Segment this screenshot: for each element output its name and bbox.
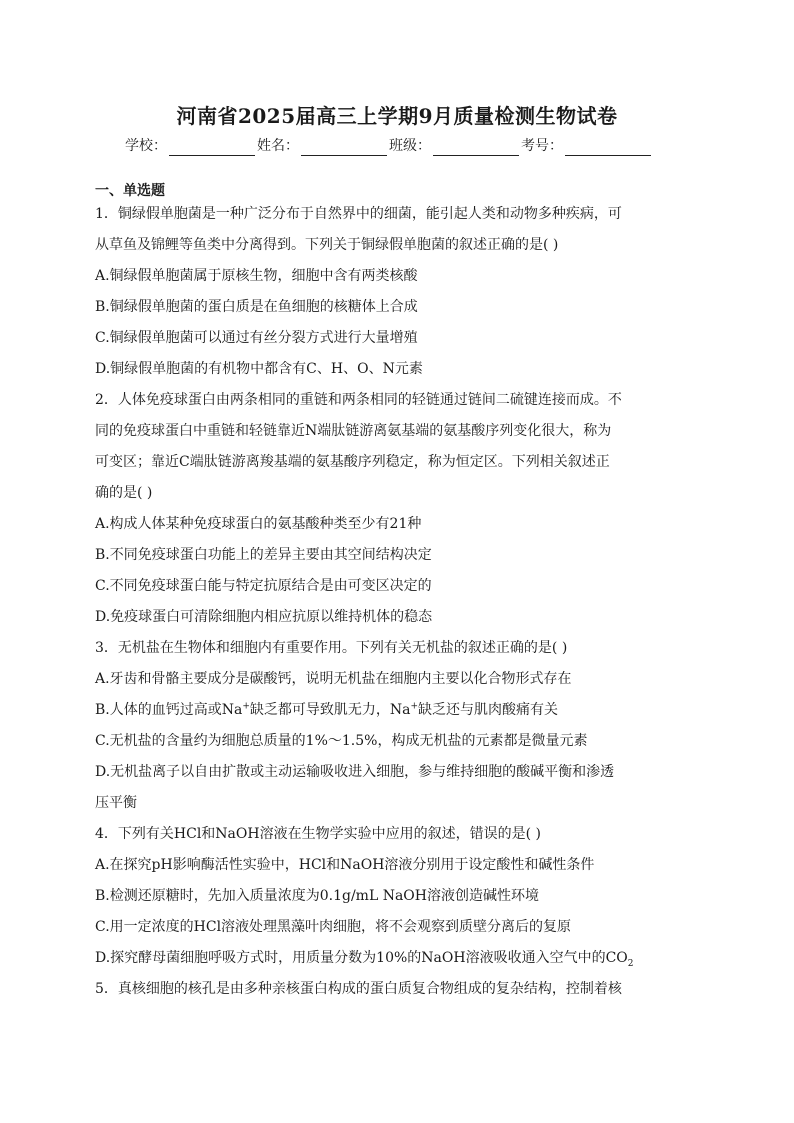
q5-stem-line1: 5．真核细胞的核孔是由多种亲核蛋白构成的蛋白质复合物组成的复杂结构，控制着核 xyxy=(95,981,622,997)
q1-option-c: C.铜绿假单胞菌可以通过有丝分裂方式进行大量增殖 xyxy=(95,330,418,346)
q2-stem-line4: 确的是( ) xyxy=(95,485,153,501)
q2-option-d: D.免疫球蛋白可清除细胞内相应抗原以维持机体的稳态 xyxy=(95,609,433,625)
q4-option-a: A.在探究pH影响酶活性实验中，HCl和NaOH溶液分别用于设定酸性和碱性条件 xyxy=(95,857,595,873)
school-label: 学校： xyxy=(125,138,167,154)
q1-stem-line2: 从草鱼及锦鲤等鱼类中分离得到。下列关于铜绿假单胞菌的叙述正确的是( ) xyxy=(95,237,559,253)
name-label: 姓名： xyxy=(257,138,299,154)
q1-option-d: D.铜绿假单胞菌的有机物中都含有C、H、O、N元素 xyxy=(95,361,423,377)
exam-title: 河南省2025届高三上学期9月质量检测生物试卷 xyxy=(176,104,618,128)
school-blank[interactable] xyxy=(169,139,255,156)
q1-stem-line1: 1．铜绿假单胞菌是一种广泛分布于自然界中的细菌，能引起人类和动物多种疾病，可 xyxy=(95,206,622,222)
student-info-row xyxy=(125,136,653,156)
name-blank[interactable] xyxy=(301,139,387,156)
exam-number-blank[interactable] xyxy=(565,139,651,156)
q1-option-b: B.铜绿假单胞菌的蛋白质是在鱼细胞的核糖体上合成 xyxy=(95,299,418,315)
q3-option-d-line1: D.无机盐离子以自由扩散或主动运输吸收进入细胞，参与维持细胞的酸碱平衡和渗透 xyxy=(95,764,615,780)
class-label: 班级： xyxy=(389,138,431,154)
q4-option-b: B.检测还原糖时，先加入质量浓度为0.1g/mL NaOH溶液创造碱性环境 xyxy=(95,888,539,904)
q3-option-b: B.人体的血钙过高或Na+缺乏都可导致肌无力，Na+缺乏还与肌肉酸痛有关 xyxy=(95,701,559,718)
q1-option-a: A.铜绿假单胞菌属于原核生物，细胞中含有两类核酸 xyxy=(95,268,418,284)
q2-option-c: C.不同免疫球蛋白能与特定抗原结合是由可变区决定的 xyxy=(95,578,432,594)
exam-number-label: 考号： xyxy=(521,138,563,154)
q2-stem-line3: 可变区；靠近C端肽链游离羧基端的氨基酸序列稳定，称为恒定区。下列相关叙述正 xyxy=(95,454,610,470)
q2-option-b: B.不同免疫球蛋白功能上的差异主要由其空间结构决定 xyxy=(95,547,432,563)
q2-stem-line1: 2．人体免疫球蛋白由两条相同的重链和两条相同的轻链通过链间二硫键连接而成。不 xyxy=(95,392,622,408)
q3-stem: 3．无机盐在生物体和细胞内有重要作用。下列有关无机盐的叙述正确的是( ) xyxy=(95,640,568,656)
q4-option-c: C.用一定浓度的HCl溶液处理黑藻叶肉细胞，将不会观察到质壁分离后的复原 xyxy=(95,919,572,935)
q3-option-a: A.牙齿和骨骼主要成分是碳酸钙，说明无机盐在细胞内主要以化合物形式存在 xyxy=(95,671,572,687)
q3-option-d-line2: 压平衡 xyxy=(95,795,137,811)
section-heading: 一、单选题 xyxy=(95,183,165,199)
q4-option-d: D.探究酵母菌细胞呼吸方式时，用质量分数为10%的NaOH溶液吸收通入空气中的$CO_2$ xyxy=(95,950,634,969)
class-blank[interactable] xyxy=(433,139,519,156)
q2-stem-line2: 同的免疫球蛋白中重链和轻链靠近N端肽链游离氨基端的氨基酸序列变化很大，称为 xyxy=(95,423,612,439)
q3-option-c: C.无机盐的含量约为细胞总质量的1%～1.5%，构成无机盐的元素都是微量元素 xyxy=(95,733,588,749)
q4-stem: 4．下列有关HCl和NaOH溶液在生物学实验中应用的叙述，错误的是( ) xyxy=(95,826,541,842)
q2-option-a: A.构成人体某种免疫球蛋白的氨基酸种类至少有21种 xyxy=(95,516,422,532)
